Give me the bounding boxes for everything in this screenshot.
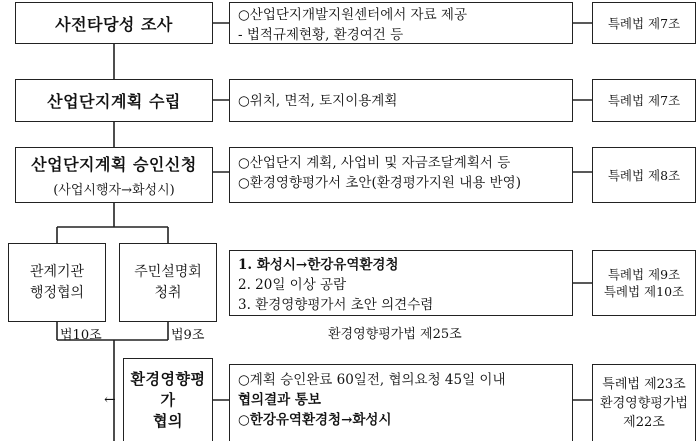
step-box-agency-consultation	[8, 243, 106, 322]
step-box-feasibility	[15, 2, 213, 44]
step-title: 사전타당성 조사	[55, 14, 173, 34]
law-box-plan	[592, 79, 696, 122]
law-ref: 환경영향평가법	[600, 395, 688, 411]
law-ref: 특례법 제8조	[607, 167, 681, 183]
desc-line: ○환경영향평가서 초안(환경평가지원 내용 반영)	[238, 175, 521, 191]
desc-line: ○산업단지 계획, 사업비 및 자금조달계획서 등	[238, 155, 511, 171]
law-ref: 특례법 제7조	[607, 15, 681, 31]
law-label-agency: 법10조	[60, 328, 102, 343]
law-ref: 특례법 제10조	[603, 284, 685, 299]
step-desc-feasibility	[229, 2, 573, 44]
step-box-resident-briefing	[119, 243, 217, 322]
law-box-public-review	[592, 250, 696, 316]
desc-line: ○한강유역환경청→화성시	[238, 412, 392, 428]
box-line: 청취	[154, 284, 182, 301]
law-ref: 특례법 제7조	[607, 93, 681, 108]
law-box-approval-request	[592, 147, 696, 203]
desc-line: ○위치, 면적, 토지이용계획	[238, 92, 398, 109]
step-desc-plan	[229, 79, 573, 122]
law-ref: 특례법 제9조	[607, 267, 681, 282]
law-ref: 특례법 제23조	[602, 376, 686, 392]
box-line: 주민설명회	[134, 263, 202, 280]
step-title: 산업단지계획 승인신청	[31, 155, 197, 174]
desc-line: ○계획 승인완료 60일전, 협의요청 45일 이내	[238, 372, 506, 388]
law-box-eia-consultation	[592, 364, 696, 441]
desc-line: ○산업단지개발지원센터에서 자료 제공	[238, 7, 468, 23]
step-box-approval-request	[15, 147, 213, 203]
desc-line: 협의결과 통보	[238, 392, 321, 408]
step-title: 산업단지계획 수립	[47, 92, 181, 111]
step-desc-approval-request	[229, 147, 573, 203]
step-subtitle: (사업시행자→화성시)	[53, 183, 175, 198]
step-title-line: 환경영향평가	[130, 369, 206, 409]
desc-line: 2. 20일 이상 공람	[238, 277, 347, 293]
desc-line: 1. 화성시→한강유역환경청	[238, 257, 399, 273]
box-line: 행정협의	[29, 284, 85, 301]
step-box-plan	[15, 79, 213, 122]
box-line: 관계기관	[29, 263, 85, 280]
step-title-line: 협의	[153, 411, 183, 430]
law-label-public-review: 환경영향평가법 제25조	[328, 327, 462, 342]
law-ref: 제22조	[623, 414, 665, 430]
step-desc-public-review	[229, 250, 573, 316]
law-box-feasibility	[592, 2, 696, 44]
desc-line: - 법적규제현황, 환경여건 등	[238, 27, 404, 43]
step-box-eia-consultation	[123, 358, 213, 441]
step-desc-eia-consultation	[229, 364, 573, 441]
left-arrow-icon: ←	[104, 392, 116, 408]
law-label-resident: 법9조	[171, 328, 205, 343]
desc-line: 3. 환경영향평가서 초안 의견수렴	[238, 297, 434, 313]
